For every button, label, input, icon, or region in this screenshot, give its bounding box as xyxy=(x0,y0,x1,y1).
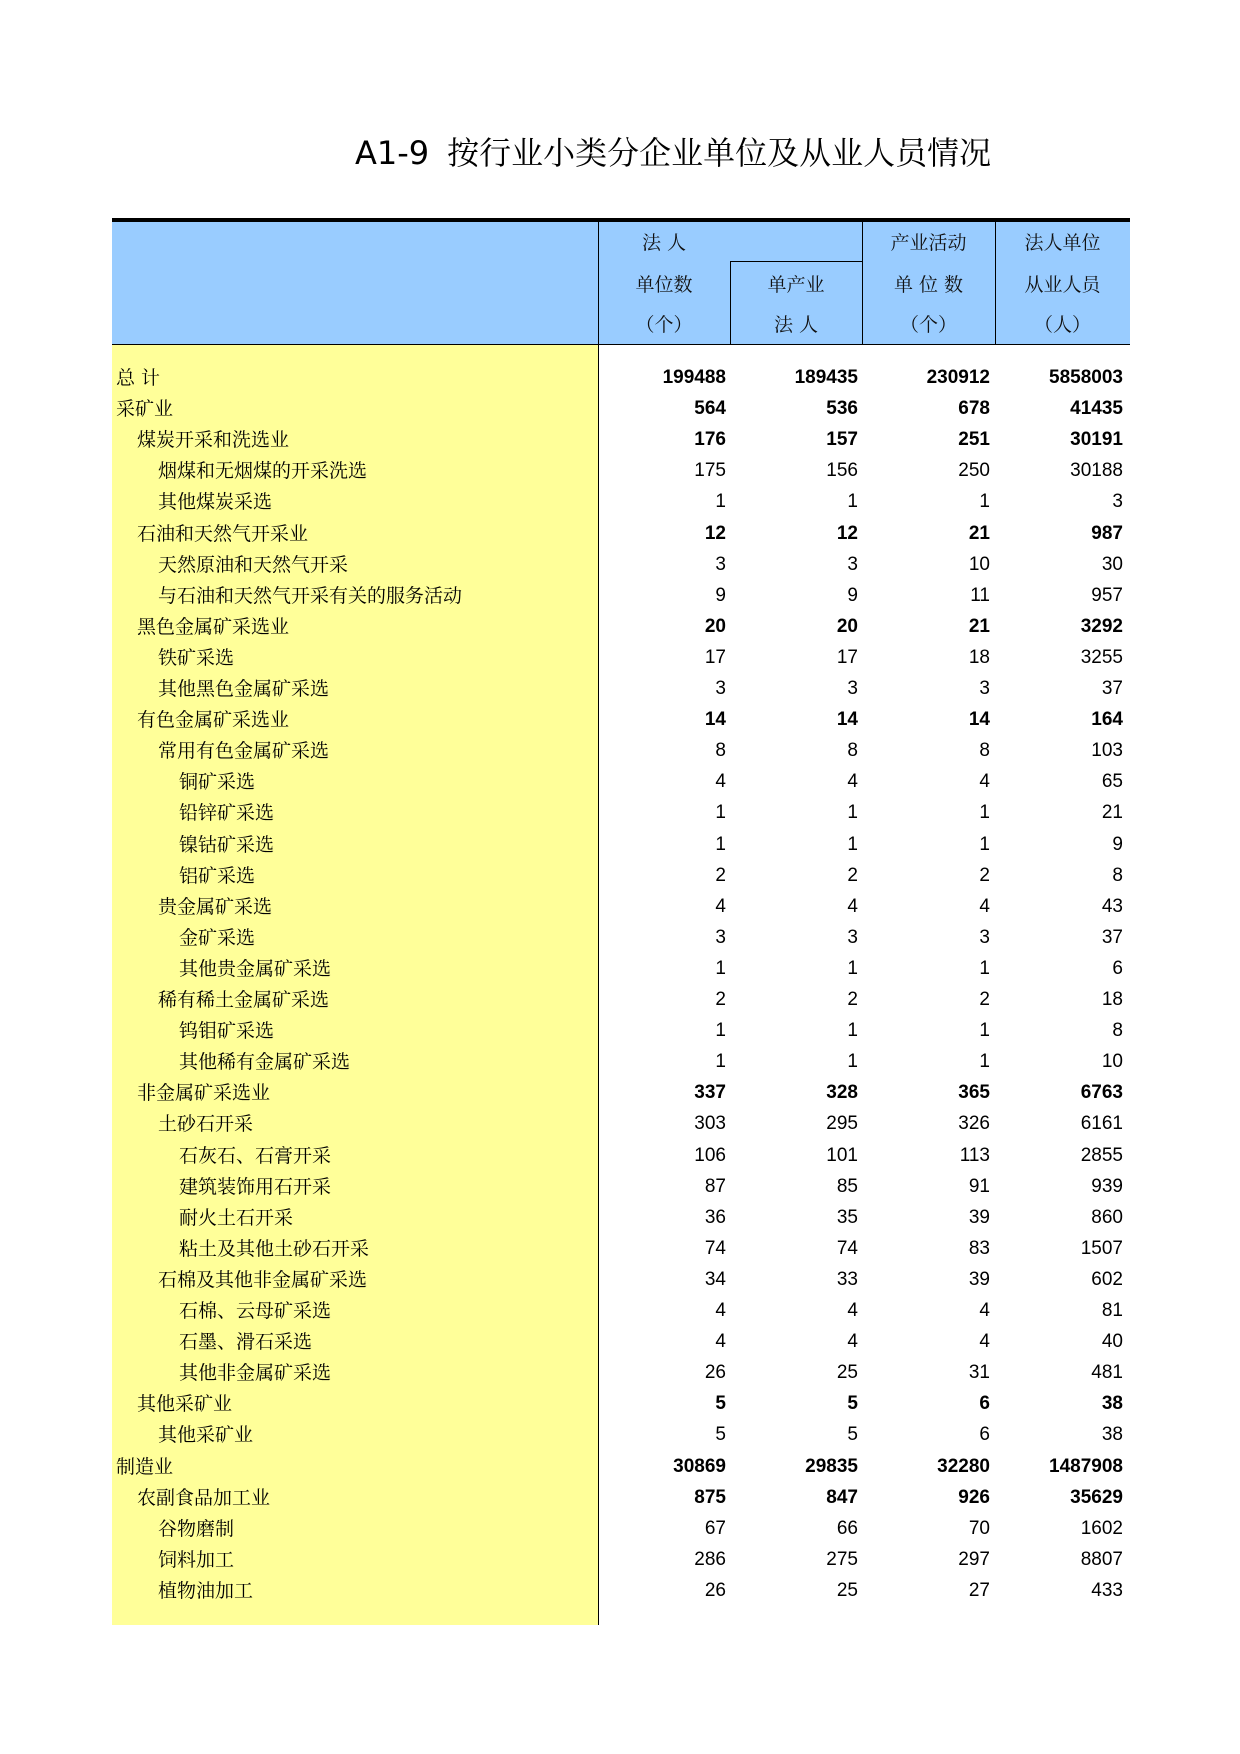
employees-value: 6161 xyxy=(1080,1113,1123,1134)
activity-units-value: 2 xyxy=(979,865,990,886)
activity-units-value: 31 xyxy=(968,1362,990,1383)
employees-value: 9 xyxy=(1112,834,1123,855)
employees-value: 433 xyxy=(1091,1580,1123,1601)
label-column-divider xyxy=(598,345,599,1625)
employees-value: 5858003 xyxy=(1049,367,1123,388)
single-industry-value: 1 xyxy=(847,1051,858,1072)
single-industry-value: 275 xyxy=(826,1549,858,1570)
header-activity-count-unit: （个） xyxy=(899,314,957,336)
row-label: 耐火土石开采 xyxy=(179,1207,294,1229)
legal-units-value: 303 xyxy=(694,1113,726,1134)
activity-units-value: 4 xyxy=(979,896,990,917)
row-label: 黑色金属矿采选业 xyxy=(137,616,290,638)
activity-units-value: 91 xyxy=(968,1176,990,1197)
activity-units-value: 83 xyxy=(968,1238,990,1259)
activity-units-value: 1 xyxy=(979,802,990,823)
legal-units-value: 4 xyxy=(715,1331,726,1352)
row-label: 制造业 xyxy=(116,1456,174,1478)
single-industry-value: 101 xyxy=(826,1145,858,1166)
legal-units-value: 175 xyxy=(694,460,726,481)
activity-units-value: 4 xyxy=(979,1300,990,1321)
legal-units-value: 2 xyxy=(715,989,726,1010)
single-industry-value: 66 xyxy=(836,1518,858,1539)
employees-value: 3292 xyxy=(1080,616,1123,637)
row-label: 其他煤炭采选 xyxy=(158,491,273,513)
legal-units-value: 87 xyxy=(704,1176,726,1197)
row-label: 煤炭开采和洗选业 xyxy=(137,429,290,451)
legal-units-value: 2 xyxy=(715,865,726,886)
header-employees-unit: （人） xyxy=(1033,314,1091,336)
employees-value: 40 xyxy=(1101,1331,1123,1352)
single-industry-value: 8 xyxy=(847,740,858,761)
legal-units-value: 3 xyxy=(715,554,726,575)
single-industry-value: 295 xyxy=(826,1113,858,1134)
activity-units-value: 1 xyxy=(979,834,990,855)
row-label: 植物油加工 xyxy=(158,1580,254,1602)
activity-units-value: 1 xyxy=(979,491,990,512)
single-industry-value: 33 xyxy=(836,1269,858,1290)
single-industry-value: 5 xyxy=(847,1393,858,1414)
row-label: 其他贵金属矿采选 xyxy=(179,958,332,980)
single-industry-value: 847 xyxy=(826,1487,858,1508)
employees-value: 21 xyxy=(1101,802,1123,823)
row-label: 石棉、云母矿采选 xyxy=(179,1300,332,1322)
employees-value: 37 xyxy=(1101,678,1123,699)
single-industry-value: 35 xyxy=(836,1207,858,1228)
employees-value: 860 xyxy=(1091,1207,1123,1228)
single-industry-value: 328 xyxy=(826,1082,858,1103)
legal-units-value: 26 xyxy=(704,1362,726,1383)
single-industry-value: 20 xyxy=(836,616,858,637)
activity-units-value: 18 xyxy=(968,647,990,668)
table-code: A1-9 xyxy=(355,134,430,172)
activity-units-value: 297 xyxy=(958,1549,990,1570)
employees-value: 3 xyxy=(1112,491,1123,512)
activity-units-value: 39 xyxy=(968,1207,990,1228)
header-single-industry-sub: 法 人 xyxy=(773,314,819,336)
row-label: 铅锌矿采选 xyxy=(179,802,275,824)
legal-units-value: 4 xyxy=(715,896,726,917)
single-industry-value: 25 xyxy=(836,1580,858,1601)
legal-units-value: 4 xyxy=(715,1300,726,1321)
activity-units-value: 6 xyxy=(979,1393,990,1414)
employees-value: 103 xyxy=(1091,740,1123,761)
header-legal-units-label: 法 人 xyxy=(641,232,687,254)
activity-units-value: 21 xyxy=(968,616,990,637)
row-label: 其他非金属矿采选 xyxy=(179,1362,332,1384)
employees-value: 1507 xyxy=(1080,1238,1123,1259)
activity-units-value: 8 xyxy=(979,740,990,761)
legal-units-value: 1 xyxy=(715,491,726,512)
legal-units-value: 9 xyxy=(715,585,726,606)
single-industry-value: 14 xyxy=(836,709,858,730)
page-title xyxy=(355,128,991,174)
legal-units-value: 3 xyxy=(715,678,726,699)
legal-units-value: 1 xyxy=(715,1020,726,1041)
row-label: 谷物磨制 xyxy=(158,1518,235,1540)
legal-units-value: 564 xyxy=(694,398,726,419)
single-industry-value: 3 xyxy=(847,554,858,575)
header-unit-count-label: 单位数 xyxy=(635,274,693,296)
activity-units-value: 21 xyxy=(968,523,990,544)
row-label: 镍钴矿采选 xyxy=(179,834,275,856)
activity-units-value: 11 xyxy=(970,585,990,606)
single-industry-value: 74 xyxy=(836,1238,858,1259)
single-industry-value: 2 xyxy=(847,989,858,1010)
employees-value: 10 xyxy=(1101,1051,1123,1072)
activity-units-value: 678 xyxy=(958,398,990,419)
legal-units-value: 8 xyxy=(715,740,726,761)
single-industry-value: 29835 xyxy=(805,1456,858,1477)
row-label: 天然原油和天然气开采 xyxy=(158,554,349,576)
legal-units-value: 67 xyxy=(704,1518,726,1539)
row-label: 其他稀有金属矿采选 xyxy=(179,1051,351,1073)
activity-units-value: 1 xyxy=(979,1051,990,1072)
activity-units-value: 326 xyxy=(958,1113,990,1134)
single-industry-value: 1 xyxy=(847,802,858,823)
row-label: 烟煤和无烟煤的开采洗选 xyxy=(158,460,368,482)
legal-units-value: 1 xyxy=(715,834,726,855)
header-subrule xyxy=(730,261,862,262)
activity-units-value: 39 xyxy=(968,1269,990,1290)
row-label: 农副食品加工业 xyxy=(137,1487,271,1509)
row-label: 稀有稀土金属矿采选 xyxy=(158,989,330,1011)
table-header xyxy=(112,222,1130,345)
legal-units-value: 26 xyxy=(704,1580,726,1601)
employees-value: 18 xyxy=(1101,989,1123,1010)
activity-units-value: 4 xyxy=(979,1331,990,1352)
activity-units-value: 4 xyxy=(979,771,990,792)
row-label: 其他采矿业 xyxy=(158,1424,254,1446)
legal-units-value: 1 xyxy=(715,802,726,823)
single-industry-value: 1 xyxy=(847,491,858,512)
single-industry-value: 17 xyxy=(836,647,858,668)
employees-value: 1487908 xyxy=(1049,1456,1123,1477)
single-industry-value: 4 xyxy=(847,1331,858,1352)
legal-units-value: 14 xyxy=(704,709,726,730)
activity-units-value: 365 xyxy=(958,1082,990,1103)
employees-value: 35629 xyxy=(1070,1487,1123,1508)
employees-value: 957 xyxy=(1091,585,1123,606)
legal-units-value: 5 xyxy=(715,1424,726,1445)
employees-value: 987 xyxy=(1091,523,1123,544)
table-name: 按行业小类分企业单位及从业人员情况 xyxy=(447,134,992,172)
header-employees-sub: 从业人员 xyxy=(1024,274,1101,296)
activity-units-value: 70 xyxy=(968,1518,990,1539)
single-industry-value: 189435 xyxy=(794,367,858,388)
row-label: 常用有色金属矿采选 xyxy=(158,740,330,762)
legal-units-value: 17 xyxy=(704,647,726,668)
row-label: 与石油和天然气开采有关的服务活动 xyxy=(158,585,463,607)
employees-value: 81 xyxy=(1101,1300,1123,1321)
header-unit-count-unit: （个） xyxy=(635,314,693,336)
legal-units-value: 106 xyxy=(694,1145,726,1166)
activity-units-value: 27 xyxy=(968,1580,990,1601)
activity-units-value: 3 xyxy=(979,927,990,948)
legal-units-value: 4 xyxy=(715,771,726,792)
employees-value: 6 xyxy=(1112,958,1123,979)
row-label: 钨钼矿采选 xyxy=(179,1020,275,1042)
row-label: 其他黑色金属矿采选 xyxy=(158,678,330,700)
single-industry-value: 1 xyxy=(847,958,858,979)
employees-value: 6763 xyxy=(1080,1082,1123,1103)
row-label: 石棉及其他非金属矿采选 xyxy=(158,1269,368,1291)
row-label: 粘土及其他土砂石开采 xyxy=(179,1238,370,1260)
activity-units-value: 113 xyxy=(959,1145,990,1166)
row-label: 石油和天然气开采业 xyxy=(137,523,309,545)
legal-units-value: 30869 xyxy=(673,1456,726,1477)
single-industry-value: 5 xyxy=(847,1424,858,1445)
legal-units-value: 20 xyxy=(704,616,726,637)
legal-units-value: 5 xyxy=(715,1393,726,1414)
legal-units-value: 337 xyxy=(694,1082,726,1103)
single-industry-value: 157 xyxy=(826,429,858,450)
employees-value: 30188 xyxy=(1070,460,1123,481)
legal-units-value: 36 xyxy=(704,1207,726,1228)
employees-value: 37 xyxy=(1101,927,1123,948)
employees-value: 8 xyxy=(1112,865,1123,886)
employees-value: 8807 xyxy=(1080,1549,1123,1570)
legal-units-value: 176 xyxy=(694,429,726,450)
activity-units-value: 1 xyxy=(979,1020,990,1041)
employees-value: 3255 xyxy=(1080,647,1123,668)
employees-value: 41435 xyxy=(1070,398,1123,419)
row-label: 金矿采选 xyxy=(179,927,256,949)
activity-units-value: 14 xyxy=(968,709,990,730)
single-industry-value: 1 xyxy=(847,1020,858,1041)
activity-units-value: 10 xyxy=(968,554,990,575)
single-industry-value: 4 xyxy=(847,1300,858,1321)
single-industry-value: 9 xyxy=(847,585,858,606)
row-label: 建筑装饰用石开采 xyxy=(179,1176,332,1198)
single-industry-value: 3 xyxy=(847,927,858,948)
single-industry-value: 4 xyxy=(847,771,858,792)
row-label: 饲料加工 xyxy=(158,1549,235,1571)
row-label: 铝矿采选 xyxy=(179,865,256,887)
legal-units-value: 286 xyxy=(694,1549,726,1570)
row-label: 采矿业 xyxy=(116,398,174,420)
single-industry-value: 536 xyxy=(826,398,858,419)
header-employees-label: 法人单位 xyxy=(1024,232,1101,254)
legal-units-value: 3 xyxy=(715,927,726,948)
row-label: 其他采矿业 xyxy=(137,1393,233,1415)
header-single-industry-label: 单产业 xyxy=(767,274,825,296)
single-industry-value: 12 xyxy=(836,523,858,544)
row-label: 铁矿采选 xyxy=(158,647,235,669)
activity-units-value: 6 xyxy=(979,1424,990,1445)
activity-units-value: 926 xyxy=(958,1487,990,1508)
legal-units-value: 875 xyxy=(694,1487,726,1508)
employees-value: 30191 xyxy=(1070,429,1123,450)
employees-value: 939 xyxy=(1091,1176,1123,1197)
activity-units-value: 230912 xyxy=(926,367,990,388)
legal-units-value: 34 xyxy=(704,1269,726,1290)
single-industry-value: 25 xyxy=(836,1362,858,1383)
header-activity-count-label: 单 位 数 xyxy=(893,274,964,296)
employees-value: 38 xyxy=(1101,1393,1123,1414)
row-label: 非金属矿采选业 xyxy=(137,1082,271,1104)
row-label: 石墨、滑石采选 xyxy=(179,1331,313,1353)
activity-units-value: 1 xyxy=(979,958,990,979)
legal-units-value: 74 xyxy=(704,1238,726,1259)
employees-value: 164 xyxy=(1091,709,1123,730)
activity-units-value: 2 xyxy=(979,989,990,1010)
single-industry-value: 2 xyxy=(847,865,858,886)
employees-value: 1602 xyxy=(1080,1518,1123,1539)
legal-units-value: 1 xyxy=(715,958,726,979)
employees-value: 8 xyxy=(1112,1020,1123,1041)
single-industry-value: 4 xyxy=(847,896,858,917)
employees-value: 30 xyxy=(1101,554,1123,575)
employees-value: 38 xyxy=(1101,1424,1123,1445)
row-label: 土砂石开采 xyxy=(158,1113,254,1135)
employees-value: 65 xyxy=(1101,771,1123,792)
activity-units-value: 3 xyxy=(979,678,990,699)
employees-value: 43 xyxy=(1101,896,1123,917)
legal-units-value: 12 xyxy=(704,523,726,544)
legal-units-value: 1 xyxy=(715,1051,726,1072)
single-industry-value: 3 xyxy=(847,678,858,699)
employees-value: 481 xyxy=(1091,1362,1123,1383)
row-label: 总 计 xyxy=(116,367,161,389)
employees-value: 602 xyxy=(1091,1269,1123,1290)
employees-value: 2855 xyxy=(1080,1145,1123,1166)
activity-units-value: 32280 xyxy=(937,1456,990,1477)
row-label: 贵金属矿采选 xyxy=(158,896,273,918)
activity-units-value: 250 xyxy=(958,460,990,481)
header-activity-units-label: 产业活动 xyxy=(890,232,967,254)
legal-units-value: 199488 xyxy=(662,367,726,388)
single-industry-value: 156 xyxy=(826,460,858,481)
row-label: 铜矿采选 xyxy=(179,771,256,793)
row-label: 有色金属矿采选业 xyxy=(137,709,290,731)
activity-units-value: 251 xyxy=(958,429,990,450)
single-industry-value: 1 xyxy=(847,834,858,855)
row-label: 石灰石、石膏开采 xyxy=(179,1145,332,1167)
single-industry-value: 85 xyxy=(836,1176,858,1197)
